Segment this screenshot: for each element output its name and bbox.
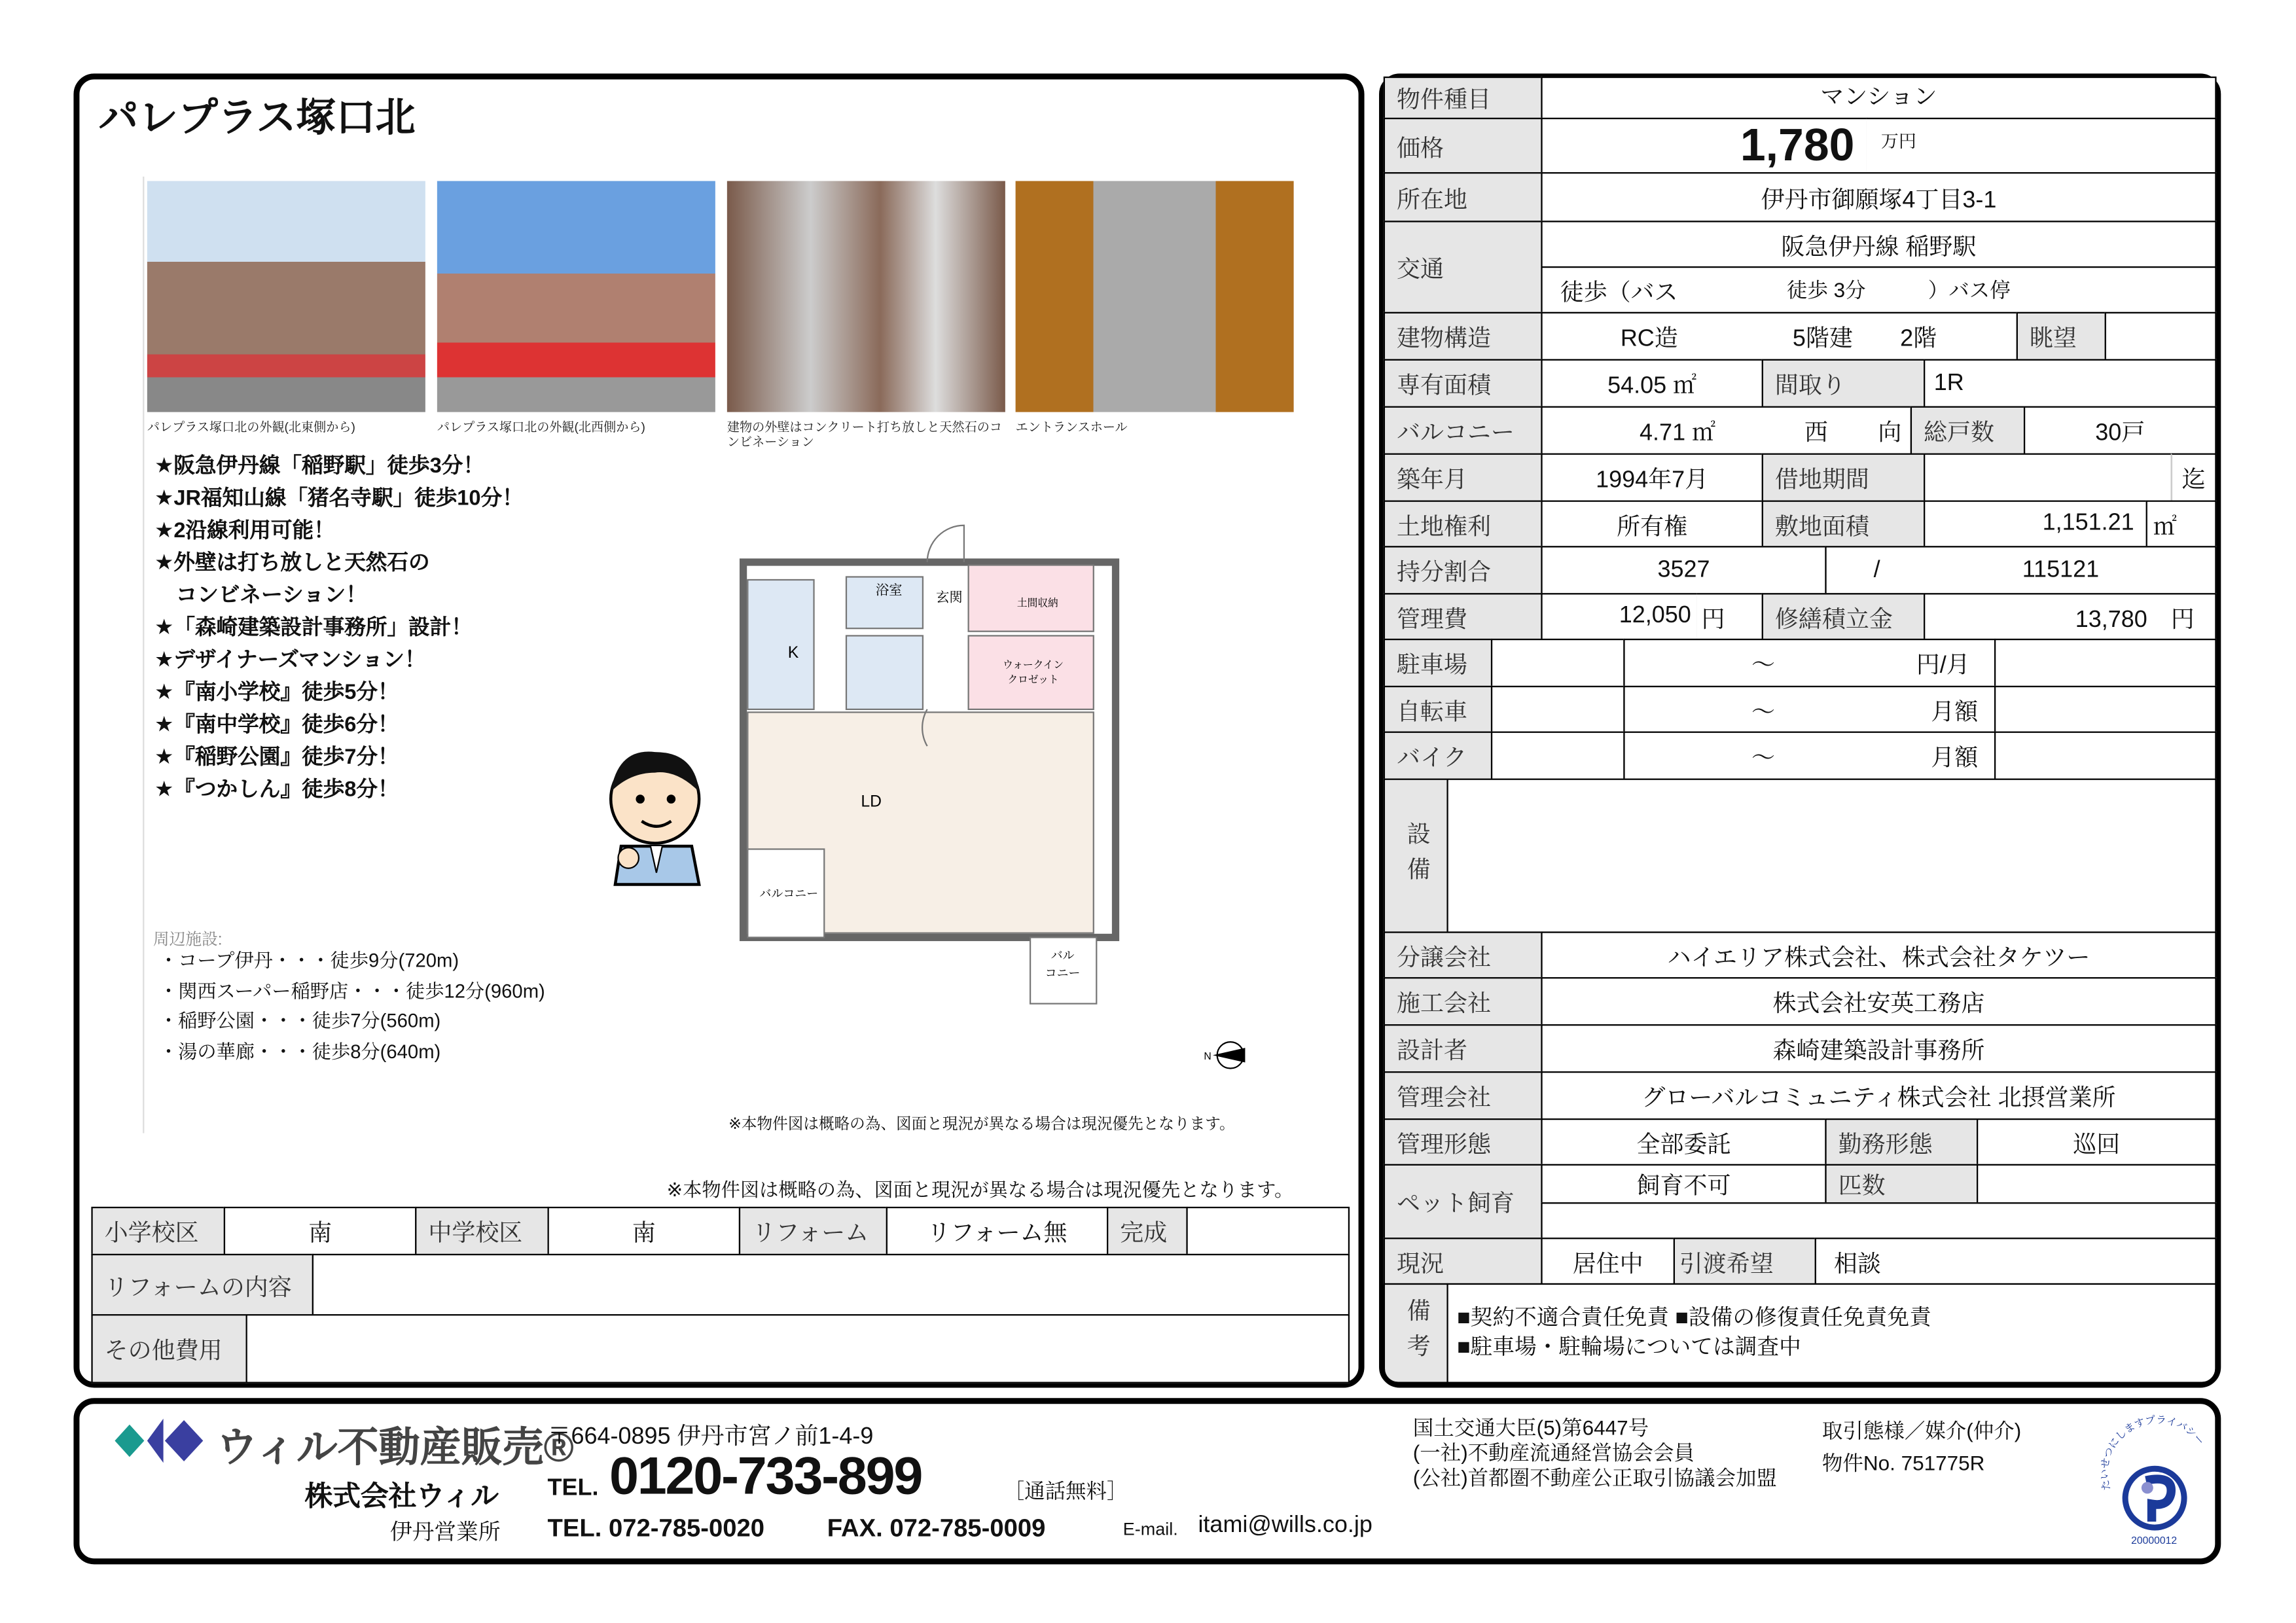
room-closet: ウォークイン [1003,659,1064,671]
land-value: 所有権 [1541,501,1763,548]
feature-item: ★外壁は打ち放しと天然石の [154,552,430,576]
feature-item: コンビネーション！ [154,584,367,608]
balcony-label: バルコニー [1384,406,1543,455]
tilde: ～ [1751,746,1775,772]
area-label: 専有面積 [1384,359,1543,408]
feature-item: ★JR福知山線「猪名寺駅」徒歩10分！ [154,487,524,511]
middle-school-value: 南 [548,1207,741,1255]
property-title: パレプラス塚口北 [98,96,416,140]
repair-fund-label: 修繕積立金 [1762,593,1926,640]
company-brand: ウィル不動産販売® [216,1424,574,1471]
feature-item: ★2沿線利用可能！ [154,519,335,543]
balcony-direction: 西 [1804,421,1828,446]
type-label: 物件種目 [1384,77,1543,119]
access-walk-row [1541,266,2216,313]
room-bath: 浴室 [875,583,903,598]
seller-label: 分譲会社 [1384,931,1543,978]
room-balcony-2: コニー [1045,967,1081,980]
free-tel-number[interactable]: 0120-733-899 [609,1445,922,1506]
free-tel-prefix: TEL. [547,1476,599,1501]
branch-tel[interactable]: TEL. 072-785-0020 [547,1514,765,1543]
address-value: 伊丹市御願塚4丁目3-1 [1541,172,2216,222]
photo-caption: エントランスホール [1015,419,1128,435]
feature-item: ★『つかしん』徒歩8分！ [154,778,399,802]
license-line: 国土交通大臣(5)第6447号 [1412,1416,1649,1440]
photo-entrance-hall [1016,181,1294,412]
room-kitchen: K [787,644,799,662]
property-number: 物件No. 751775R [1821,1451,1985,1475]
license-line: (一社)不動産流通経営協会会員 [1412,1440,1695,1465]
seller-value: ハイエリア株式会社、株式会社タケツー [1541,931,2216,978]
built-value: 1994年7月 [1541,454,1763,502]
divider-line [143,177,144,1133]
room-entry: 玄関 [936,590,963,605]
remark-line: ■駐車場・駐輪場については調査中 [1457,1334,1801,1360]
parking-fee-range [1623,639,1996,687]
photo-caption: 建物の外壁はコンクリート打ち放しと天然石のコンビネーション [726,419,1003,449]
company-address: 〒664-0895 伊丹市宮ノ前1-4-9 [547,1424,874,1450]
share-denominator: 115121 [2022,557,2100,582]
feature-item: ★『稲野公園』徒歩7分！ [154,746,399,770]
share-label: 持分割合 [1384,546,1543,594]
elementary-school-label: 小学校区 [91,1207,225,1255]
access-line: 阪急伊丹線 稲野駅 [1541,221,2216,268]
builder-label: 施工会社 [1384,977,1543,1026]
photo-exterior-northeast [147,181,425,412]
company-logo-icon [115,1416,206,1465]
license-info [1413,1416,1777,1491]
pet-notes [1541,1202,2216,1239]
balcony-row [1541,406,1912,455]
mgmt-fee-unit: 円 [1697,593,1763,640]
reform-detail-label: リフォームの内容 [91,1254,314,1315]
mascot-character-icon [588,740,713,887]
mgmt-fee-label: 管理費 [1384,593,1543,640]
bicycle-unit: 月額 [1931,700,1979,725]
photo-facade-spiral-stairs [727,181,1005,412]
feature-item: ★『南中学校』徒歩6分！ [154,713,399,738]
mgmt-fee-value: 12,050 [1541,593,1698,640]
motorbike-unit: 月額 [1931,746,1979,772]
motorbike-value [1491,732,1625,780]
transaction-type: 取引態様／媒介(仲介) [1821,1418,2022,1442]
work-form-value: 巡回 [1977,1118,2217,1166]
facilities-heading: 周辺施設: [152,931,223,950]
structure-value: RC造 [1620,327,1678,352]
site-area-unit: ㎡ [2146,501,2217,548]
lease-until: 迄 [2171,454,2217,502]
designer-value: 森崎建築設計事務所 [1541,1024,2216,1073]
feature-item: ★阪急伊丹線「稲野駅」徒歩3分！ [154,454,484,478]
floor-plan [736,518,1126,1011]
bicycle-label: 自転車 [1384,686,1492,733]
floors-value: 5階建 [1792,327,1853,352]
room-balcony: バルコニー [759,887,819,901]
motorbike-label: バイク [1384,732,1492,780]
room-storage: 土間収納 [1016,597,1058,609]
handover-value: 相談 [1815,1238,2217,1285]
photo-exterior-northwest [437,181,715,412]
area-value: 54.05 ㎡ [1541,359,1763,408]
share-numerator: 3527 [1541,546,1826,594]
balcony-area: 4.71 ㎡ [1640,421,1716,446]
reform-value: リフォーム無 [886,1207,1109,1255]
mgmt-form-label: 管理形態 [1384,1118,1543,1166]
svg-text:N: N [1204,1051,1211,1063]
balcony-direction-suffix: 向 [1878,421,1902,446]
free-tel-note: ［通話無料］ [1003,1478,1128,1503]
access-walk-minutes: 徒歩 3分 [1786,278,1866,302]
middle-school-label: 中学校区 [415,1207,549,1255]
completion-value [1186,1207,1350,1255]
units-label: 総戸数 [1910,406,2025,455]
parking-label: 駐車場 [1384,639,1492,687]
bicycle-value [1491,686,1625,733]
built-label: 築年月 [1384,454,1543,502]
type-value: マンション [1541,77,2216,119]
facility-item: ・コープ伊丹・・・徒歩9分(720m) [158,949,459,972]
room-balcony-2: バル [1050,949,1075,963]
floor-value: 2階 [1900,327,1937,352]
view-label: 眺望 [2017,312,2106,361]
price-unit: 万円 [1866,118,2216,173]
access-bus-stop: ）バス停 [1928,278,2011,302]
manager-value: グローバルコミュニティ株式会社 北摂営業所 [1541,1071,2216,1120]
structure-row [1541,312,2018,361]
lease-label: 借地期間 [1762,454,1926,502]
other-fees-label: その他費用 [91,1314,247,1383]
photo-caption: パレプラス塚口北の外観(北西側から) [437,419,645,435]
designer-label: 設計者 [1384,1024,1543,1073]
pet-count-label: 匹数 [1825,1164,1978,1204]
tilde: ～ [1751,700,1775,725]
parking-unit: 円/月 [1916,653,1970,679]
branch-fax: FAX. 072-785-0009 [827,1514,1046,1543]
elementary-school-value: 南 [224,1207,417,1255]
plan-disclaimer-2: ※本物件図は概略の為、図面と現況が異なる場合は現況優先となります。 [666,1179,1294,1201]
parking-extra [1994,639,2217,687]
site-area-value: 1,151.21 [1924,501,2147,548]
reform-label: リフォーム [739,1207,888,1255]
status-label: 現況 [1384,1238,1543,1285]
equipment-label: 設備 [1384,779,1448,933]
price-value: 1,780 [1541,118,1867,173]
lease-value [1924,454,2172,502]
address-label: 所在地 [1384,172,1543,222]
share-slash: / [1873,557,1880,582]
room-ld: LD [861,793,882,811]
completion-label: 完成 [1107,1207,1188,1255]
privacy-mark-icon [2093,1413,2217,1548]
work-form-label: 勤務形態 [1825,1118,1978,1166]
branch-name: 伊丹営業所 [389,1520,501,1546]
email-label: E-mail. [1122,1518,1178,1540]
manager-label: 管理会社 [1384,1071,1543,1120]
room-closet: クロゼット [1007,674,1059,686]
site-area-label: 敷地面積 [1762,501,1926,548]
company-name: 株式会社ウィル [304,1482,499,1513]
view-value [2105,312,2217,361]
pet-label: ペット飼育 [1384,1164,1543,1240]
builder-value: 株式会社安英工務店 [1541,977,2216,1026]
layout-value: 1R [1924,359,2216,408]
status-value: 居住中 [1541,1238,1675,1285]
privacy-number: 20000012 [2131,1535,2178,1546]
repair-fund-value: 13,780 円 [1924,593,2216,640]
facility-item: ・湯の華廊・・・徒歩8分(640m) [158,1039,441,1062]
land-label: 土地権利 [1384,501,1543,548]
feature-item: ★『南小学校』徒歩5分！ [154,681,399,705]
bicycle-fee-range [1623,686,1996,733]
access-label: 交通 [1384,221,1543,313]
feature-item: ★「森崎建築設計事務所」設計！ [154,616,473,641]
license-line: (公社)首都圏不動産公正取引協議会加盟 [1412,1465,1777,1489]
remark-line: ■契約不適合責任免責 ■設備の修復責任免責免責 [1457,1305,1931,1330]
mgmt-form-value: 全部委託 [1541,1118,1826,1166]
email-address[interactable]: itami@wills.co.jp [1198,1512,1372,1538]
plan-disclaimer: ※本物件図は概略の為、図面と現況が異なる場合は現況優先となります。 [728,1115,1235,1133]
facility-item: ・関西スーパー稲野店・・・徒歩12分(960m) [158,979,545,1002]
parking-value [1491,639,1625,687]
equipment-value [1446,779,2216,933]
share-row [1825,546,2216,594]
privacy-mark-text-path: たいせつにしますプライバシー [2099,1414,2206,1491]
feature-item: ★デザイナーズマンション！ [154,649,426,673]
photo-caption: パレプラス塚口北の外観(北東側から) [147,419,355,435]
north-compass-icon [1204,1039,1251,1071]
units-value: 30戸 [2024,406,2217,455]
price-label: 価格 [1384,118,1543,173]
access-walk: 徒歩（バス [1560,280,1678,306]
motorbike-extra [1994,732,2217,780]
facility-item: ・稲野公園・・・徒歩7分(560m) [158,1009,441,1032]
motorbike-fee-range [1623,732,1996,780]
remarks-value [1446,1283,2216,1383]
tilde: ～ [1751,653,1775,679]
handover-label: 引渡希望 [1674,1238,1816,1285]
pet-value: 飼育不可 [1541,1164,1826,1204]
layout-label: 間取り [1762,359,1926,408]
pet-count-value [1977,1164,2217,1204]
reform-detail-value [312,1254,1350,1315]
remarks-label: 備考 [1384,1283,1448,1383]
structure-label: 建物構造 [1384,312,1543,361]
bicycle-extra [1994,686,2217,733]
other-fees-value [246,1314,1350,1383]
